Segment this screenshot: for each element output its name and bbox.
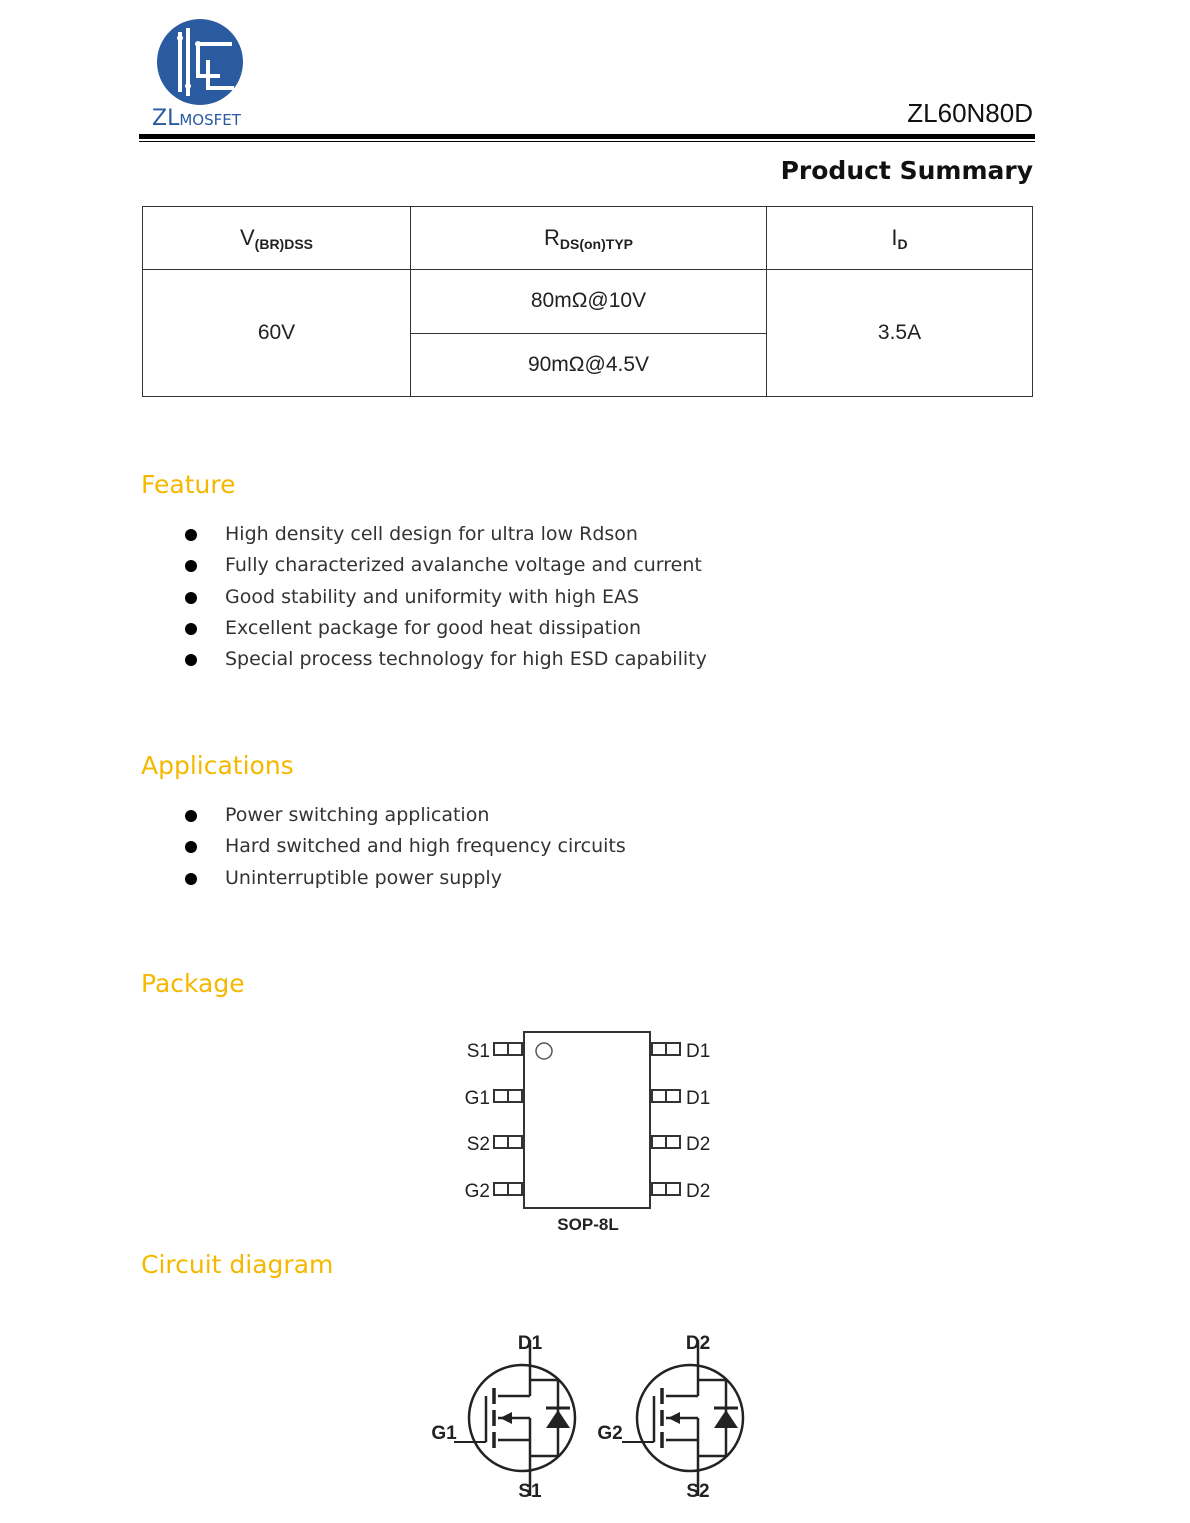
list-item: Special process technology for high ESD capability bbox=[183, 644, 707, 675]
pin-label: D1 bbox=[686, 1088, 711, 1109]
pin-label: D2 bbox=[686, 1181, 711, 1202]
mosfet-1-symbol bbox=[454, 1340, 575, 1496]
bullet-icon bbox=[185, 810, 197, 822]
rdson-value-4v5: 90mΩ@4.5V bbox=[411, 333, 767, 396]
gate-label: G2 bbox=[597, 1423, 623, 1444]
list-item: Excellent package for good heat dissipation bbox=[183, 613, 707, 644]
list-item: Good stability and uniformity with high EAS bbox=[183, 582, 707, 613]
bullet-icon bbox=[185, 841, 197, 853]
pin-label: S1 bbox=[466, 1041, 490, 1062]
sop8-package-diagram bbox=[430, 1022, 750, 1242]
header-rule-thin bbox=[139, 141, 1035, 142]
bullet-icon bbox=[185, 873, 197, 885]
bullet-icon bbox=[185, 592, 197, 604]
header-rdson: $R_{DS(on)TYP}$ bbox=[411, 207, 767, 270]
bullet-icon bbox=[185, 560, 197, 572]
summary-table bbox=[142, 206, 1033, 397]
package-name: SOP-8L bbox=[557, 1215, 619, 1234]
list-item: Hard switched and high frequency circuits bbox=[183, 831, 626, 862]
summary-title: Product Summary bbox=[780, 156, 1033, 185]
drain-label: D2 bbox=[685, 1333, 711, 1354]
rdson-value-10v: 80mΩ@10V bbox=[411, 270, 767, 333]
part-number: ZL60N80D bbox=[907, 98, 1033, 128]
logo-wordmark bbox=[152, 106, 241, 131]
source-label: S1 bbox=[518, 1481, 542, 1502]
header-id: $I_D$ bbox=[767, 207, 1033, 270]
drain-label: D1 bbox=[517, 1333, 543, 1354]
bullet-icon bbox=[185, 654, 197, 666]
list-item: Fully characterized avalanche voltage and current bbox=[183, 550, 707, 581]
pin-label: D1 bbox=[686, 1041, 711, 1062]
bullet-icon bbox=[185, 623, 197, 635]
logo-text-small: MOSFET bbox=[179, 111, 241, 129]
source-label: S2 bbox=[686, 1481, 710, 1502]
package-title: Package bbox=[141, 969, 245, 998]
header-rule bbox=[139, 134, 1035, 139]
list-item: Uninterruptible power supply bbox=[183, 863, 626, 894]
pin-label: G2 bbox=[464, 1181, 490, 1202]
pin-label: D2 bbox=[686, 1134, 711, 1155]
mosfet-2-symbol bbox=[622, 1340, 743, 1496]
feature-list bbox=[183, 519, 707, 675]
header-vbrdss: $V_{(BR)DSS}$ bbox=[143, 207, 411, 270]
feature-title: Feature bbox=[141, 470, 236, 499]
circuit-title: Circuit diagram bbox=[141, 1250, 334, 1279]
gate-label: G1 bbox=[431, 1423, 457, 1444]
circuit-diagram bbox=[420, 1322, 760, 1512]
logo-text-big: ZL bbox=[152, 106, 180, 131]
pin-label: S2 bbox=[466, 1134, 490, 1155]
summary-row bbox=[143, 270, 1033, 333]
list-item: High density cell design for ultra low Rdson bbox=[183, 519, 707, 550]
list-item: Power switching application bbox=[183, 800, 626, 831]
applications-title: Applications bbox=[141, 751, 294, 780]
vbrdss-value: 60V bbox=[143, 270, 411, 397]
id-value: 3.5A bbox=[767, 270, 1033, 397]
summary-header-row bbox=[143, 207, 1033, 270]
applications-list bbox=[183, 800, 626, 894]
bullet-icon bbox=[185, 529, 197, 541]
pin-label: G1 bbox=[464, 1088, 490, 1109]
